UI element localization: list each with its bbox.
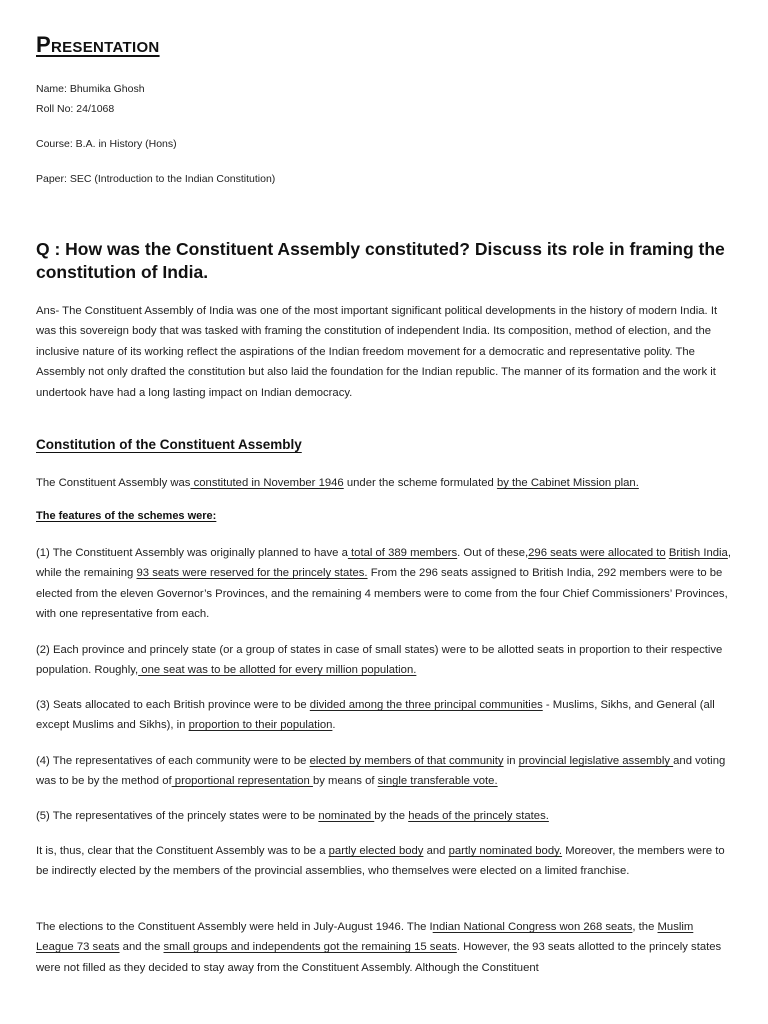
underlined-text: 93 seats were reserved for the princely states. [136, 567, 368, 580]
underlined-text: total of 389 members [347, 547, 458, 559]
underlined-text: 296 seats were allocated to [528, 547, 666, 559]
text: in [503, 755, 519, 767]
underlined-text: heads of the princely states. [408, 810, 549, 822]
text: The elections to the Constituent Assembly were held in July-August 1946. The I [36, 921, 433, 933]
question-heading: Q : How was the Constituent Assembly constituted? Discuss its role in framing the constitution of India. [36, 239, 725, 282]
underlined-text: British India [668, 547, 728, 559]
underlined-text: single transferable vote. [377, 775, 498, 788]
features-heading: The features of the schemes were: [36, 510, 217, 522]
section-heading: Constitution of the Constituent Assembly [36, 437, 302, 452]
text: (3) Seats allocated to each British province were to be [36, 699, 310, 711]
text: . [332, 719, 336, 732]
underlined-text: proportion to their population [188, 719, 333, 732]
text: (4) The representatives of each community were to be [36, 755, 310, 767]
underlined-text: ndian National Congress won 268 seats [432, 921, 633, 933]
text: (5) The representatives of the princely states were to be [36, 810, 319, 822]
roll-number: Roll No: 24/1068 [36, 103, 115, 115]
underlined-text: Muslim League 73 seats [36, 921, 694, 954]
text: by the [374, 810, 409, 822]
underlined-text: one seat was to be allotted for every million population. [138, 664, 417, 677]
summary-paragraph [36, 841, 732, 882]
underlined-text: partly elected body [328, 845, 424, 857]
course: Course: B.A. in History (Hons) [36, 138, 177, 150]
text: by means of [312, 775, 378, 788]
underlined-text: proportional representation [171, 775, 313, 788]
underlined-text: provincial legislative assembly [518, 755, 674, 767]
page-title: Presentation [36, 32, 160, 57]
text: The Constituent Assembly was [36, 477, 191, 489]
underlined-text: nominated [318, 810, 375, 822]
underlined-text: partly nominated body. [448, 845, 563, 857]
text: - Muslims, Sikhs, and General (all except Muslims and Sikhs), in [36, 699, 715, 732]
underlined-text: by the Cabinet Mission plan. [496, 477, 639, 489]
underlined-text: constituted in November 1946 [190, 477, 344, 489]
feature-3-paragraph [36, 695, 732, 736]
text: . However, the 93 seats allotted to the princely states were not filled as they decided to stay away from the Constituent Assembly. Although the Constituent [36, 941, 722, 974]
paper: Paper: SEC (Introduction to the Indian Constitution) [36, 173, 276, 185]
text: (1) The Constituent Assembly was originally planned to have a [36, 547, 348, 559]
underlined-text: divided among the three principal communities [309, 699, 543, 711]
answer-paragraph: Ans- The Constituent Assembly of India was one of the most important significant political developments in the history of modern India. It was this sovereign body that was tasked with framing the constitution of independent India. Its composition, method of election, and the inclusive nature of its working reflect the aspirations of the Indian freedom movement for a democratic and representative polity. The Assembly not only drafted the constitution but also laid the foundation for the Indian republic. The manner of its formation and the work it undertook have had a long lasting impact on Indian democracy. [36, 305, 718, 399]
text: . Out of these, [457, 547, 529, 559]
underlined-text: elected by members of that community [309, 755, 504, 767]
text: Moreover, the members were to be indirectly elected by the members of the provincial assemblies, who themselves were elected on a limited franchise. [36, 845, 725, 878]
feature-1-paragraph [36, 543, 732, 625]
feature-4-paragraph [36, 751, 732, 792]
text: and voting was to be by the method of [36, 755, 726, 788]
feature-2-paragraph [36, 640, 732, 681]
student-name: Name: Bhumika Ghosh [36, 83, 145, 95]
feature-5-paragraph [36, 806, 732, 826]
text: (2) Each province and princely state (or a group of states in case of small states) were to be allotted seats in proportion to their respective population. Roughly, [36, 644, 723, 677]
text: and [423, 845, 449, 857]
text: It is, thus, clear that the Constituent Assembly was to be a [36, 845, 329, 857]
text: , while the remaining [36, 547, 731, 580]
underlined-text: small groups and independents got the remaining 15 seats [163, 941, 457, 954]
text: and the [119, 941, 164, 954]
text: under the scheme formulated [343, 477, 497, 489]
elections-paragraph [36, 917, 732, 978]
text: , the [632, 921, 658, 933]
intro-paragraph [36, 473, 732, 493]
text: From the 296 seats assigned to British India, 292 members were to be elected from the eleven Governor’s Provinces, and the remaining 4 members were to come from the four Chief Commissioners’ Provinces, with one representative from each. [36, 567, 728, 621]
